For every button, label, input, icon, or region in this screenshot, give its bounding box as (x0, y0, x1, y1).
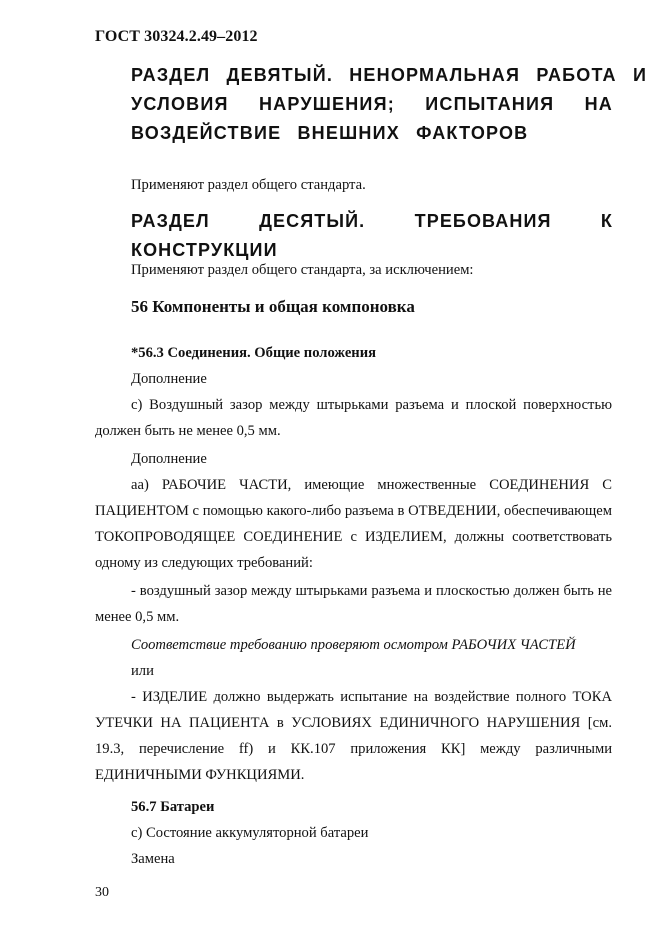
clause-56-heading: 56 Компоненты и общая компоновка (131, 297, 415, 316)
item-c-connector-clearance: с) Воздушный зазор между штырьками разъема и плоской поверхностью должен быть не менее 0,5 мм. (95, 397, 612, 439)
clause-56-7-heading: 56.7 Батареи (131, 799, 215, 815)
section-nine-heading-line-1: РАЗДЕЛ ДЕВЯТЫЙ. НЕНОРМАЛЬНАЯ РАБОТА И (131, 65, 648, 85)
requirement-air-gap: - воздушный зазор между штырьками разъема и плоскостью должен быть не менее 0,5 мм. (95, 583, 612, 625)
section-ten-note: Применяют раздел общего стандарта, за исключением: (131, 262, 474, 278)
addition-label-2: Дополнение (131, 451, 207, 467)
battery-state-item: с) Состояние аккумуляторной батареи (131, 825, 369, 841)
section-nine-heading-line-3: ВОЗДЕЙСТВИЕ ВНЕШНИХ ФАКТОРОВ (131, 123, 529, 143)
addition-label-1: Дополнение (131, 371, 207, 387)
section-ten-heading: РАЗДЕЛ ДЕСЯТЫЙ. ТРЕБОВАНИЯ К КОНСТРУКЦИИ (131, 211, 613, 260)
replacement-label: Замена (131, 851, 175, 867)
requirement-leakage-test: - ИЗДЕЛИЕ должно выдержать испытание на воздействие полного ТОКА УТЕЧКИ НА ПАЦИЕНТА в УСЛОВИЯХ ЕДИНИЧНОГО НАРУШЕНИЯ [см. 19.3, перечисление ff) и КК.107 приложения КК] между различными ЕДИНИЧНЫМИ ФУНКЦИЯМИ. (95, 689, 612, 783)
or-separator: или (131, 663, 154, 679)
section-nine-heading (131, 61, 648, 148)
page-number: 30 (95, 885, 109, 900)
section-nine-heading-line-2: УСЛОВИЯ НАРУШЕНИЯ; ИСПЫТАНИЯ НА (131, 94, 613, 114)
document-code-header: ГОСТ 30324.2.49–2012 (95, 28, 258, 45)
clause-56-3-heading: *56.3 Соединения. Общие положения (131, 345, 377, 361)
item-aa-applied-parts: аа) РАБОЧИЕ ЧАСТИ, имеющие множественные СОЕДИНЕНИЯ С ПАЦИЕНТОМ с помощью какого-либо разъема в ОТВЕДЕНИИ, обеспечивающем ТОКОПРОВОДЯЩЕЕ СОЕДИНЕНИЕ с ИЗДЕЛИЕМ, должны соответствовать одному из следующих требований: (95, 477, 612, 571)
section-nine-note: Применяют раздел общего стандарта. (131, 177, 366, 193)
verification-note: Соответствие требованию проверяют осмотром РАБОЧИХ ЧАСТЕЙ (131, 637, 576, 653)
